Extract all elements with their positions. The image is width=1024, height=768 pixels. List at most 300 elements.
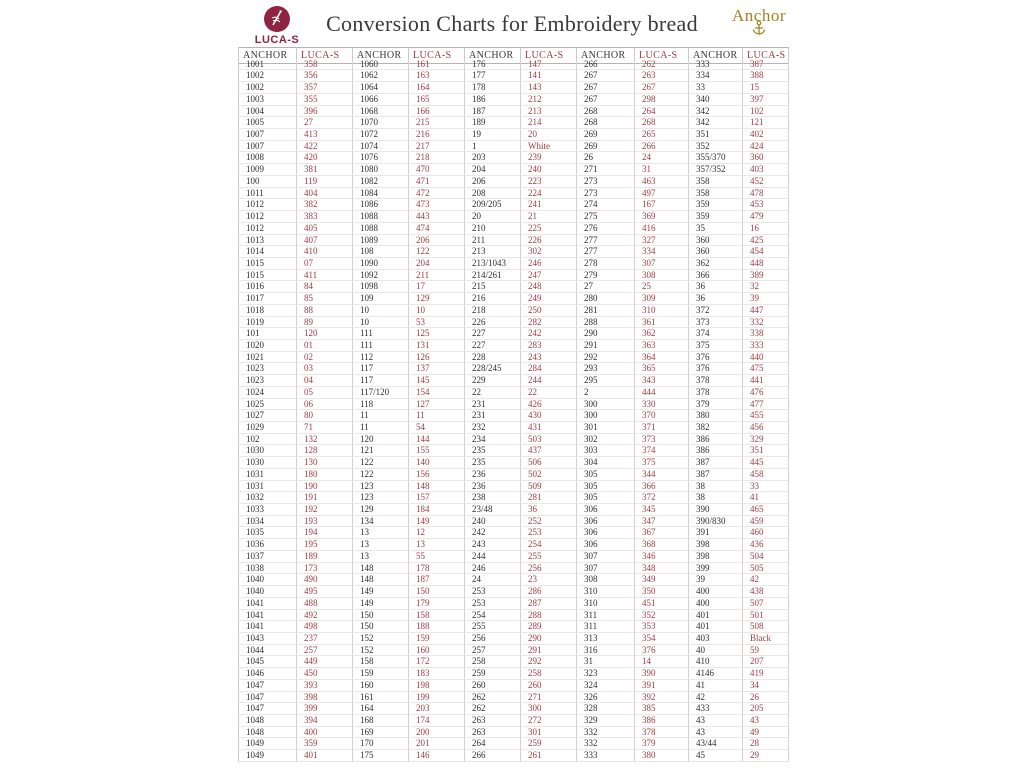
anchor-cell: 234	[465, 434, 521, 446]
lucas-cell: 506	[521, 457, 577, 469]
lucas-cell: 309	[635, 293, 689, 305]
anchor-cell: 263	[465, 715, 521, 727]
lucas-cell: 183	[409, 668, 465, 680]
anchor-cell: 227	[465, 340, 521, 352]
anchor-cell: 1070	[353, 117, 409, 129]
lucas-cell: 157	[409, 492, 465, 504]
anchor-cell: 209/205	[465, 199, 521, 211]
lucas-cell: 430	[521, 410, 577, 422]
anchor-cell: 352	[689, 141, 743, 153]
lucas-cell: 17	[409, 281, 465, 293]
lucas-cell: 173	[297, 563, 353, 575]
lucas-cell: 404	[297, 188, 353, 200]
lucas-cell: 383	[297, 211, 353, 223]
anchor-cell: 400	[689, 586, 743, 598]
lucas-cell: 392	[635, 692, 689, 704]
anchor-cell: 186	[465, 94, 521, 106]
anchor-cell: 176	[465, 59, 521, 71]
anchor-cell: 1015	[239, 270, 297, 282]
anchor-cell: 387	[689, 469, 743, 481]
anchor-cell: 1035	[239, 527, 297, 539]
anchor-cell: 276	[577, 223, 635, 235]
anchor-cell: 376	[689, 352, 743, 364]
lucas-cell: 330	[635, 399, 689, 411]
lucas-cell: 144	[409, 434, 465, 446]
lucas-cell: 390	[635, 668, 689, 680]
lucas-cell: 43	[743, 715, 789, 727]
lucas-cell: 282	[521, 317, 577, 329]
lucas-cell: 370	[635, 410, 689, 422]
anchor-cell: 1030	[239, 457, 297, 469]
anchor-cell: 38	[689, 492, 743, 504]
anchor-cell: 1080	[353, 164, 409, 176]
anchor-cell: 123	[353, 481, 409, 493]
anchor-cell: 359	[689, 199, 743, 211]
anchor-cell: 1041	[239, 610, 297, 622]
lucas-cell: 351	[743, 445, 789, 457]
anchor-cell: 159	[353, 668, 409, 680]
anchor-cell: 332	[577, 727, 635, 739]
lucas-cell: 307	[635, 258, 689, 270]
lucas-cell: 394	[297, 715, 353, 727]
anchor-cell: 357/352	[689, 164, 743, 176]
lucas-cell: 420	[297, 152, 353, 164]
anchor-cell: 390/830	[689, 516, 743, 528]
anchor-cell: 1092	[353, 270, 409, 282]
lucas-cell: 148	[409, 481, 465, 493]
lucas-cell: 158	[409, 610, 465, 622]
lucas-cell: 249	[521, 293, 577, 305]
anchor-cell: 150	[353, 610, 409, 622]
lucas-cell: 26	[743, 692, 789, 704]
anchor-cell: 149	[353, 586, 409, 598]
anchor-cell: 242	[465, 527, 521, 539]
lucas-cell: 478	[743, 188, 789, 200]
lucas-cell: 353	[635, 621, 689, 633]
anchor-cell: 1023	[239, 363, 297, 375]
lucas-cell: 458	[743, 469, 789, 481]
anchor-cell: 1007	[239, 141, 297, 153]
lucas-cell: 344	[635, 469, 689, 481]
lucas-cell: 200	[409, 727, 465, 739]
lucas-cell: 02	[297, 352, 353, 364]
lucas-cell: 28	[743, 738, 789, 750]
anchor-cell: 301	[577, 422, 635, 434]
anchor-cell: 177	[465, 70, 521, 82]
anchor-cell: 260	[465, 680, 521, 692]
lucas-cell: White	[521, 141, 577, 153]
lucas-cell: 367	[635, 527, 689, 539]
lucas-cell: 355	[297, 94, 353, 106]
anchor-cell: 280	[577, 293, 635, 305]
anchor-cell: 355/370	[689, 152, 743, 164]
lucas-cell: 149	[409, 516, 465, 528]
anchor-cell: 372	[689, 305, 743, 317]
anchor-cell: 253	[465, 586, 521, 598]
lucas-cell: 262	[635, 59, 689, 71]
lucas-cell: 379	[635, 738, 689, 750]
anchor-cell: 1025	[239, 399, 297, 411]
lucas-cell: 192	[297, 504, 353, 516]
anchor-cell: 213	[465, 246, 521, 258]
anchor-cell: 19	[465, 129, 521, 141]
anchor-cell: 118	[353, 399, 409, 411]
lucas-cell: 55	[409, 551, 465, 563]
anchor-cell: 1030	[239, 445, 297, 457]
lucas-cell: 195	[297, 539, 353, 551]
lucas-cell: 10	[409, 305, 465, 317]
lucas-cell: 368	[635, 539, 689, 551]
anchor-cell: 311	[577, 621, 635, 633]
anchor-cell: 351	[689, 129, 743, 141]
lucas-cell: 23	[521, 574, 577, 586]
anchor-cell: 376	[689, 363, 743, 375]
anchor-cell: 1020	[239, 340, 297, 352]
lucas-cell: 288	[521, 610, 577, 622]
anchor-cell: 324	[577, 680, 635, 692]
lucas-cell: 338	[743, 328, 789, 340]
lucas-cell: 471	[409, 176, 465, 188]
anchor-cell: 378	[689, 375, 743, 387]
anchor-cell: 398	[689, 551, 743, 563]
anchor-cell: 134	[353, 516, 409, 528]
lucas-cell: 438	[743, 586, 789, 598]
lucas-cell: 252	[521, 516, 577, 528]
anchor-cell: 263	[465, 727, 521, 739]
anchor-cell: 228	[465, 352, 521, 364]
anchor-cell: 35	[689, 223, 743, 235]
lucas-cell: 178	[409, 563, 465, 575]
lucas-cell: 161	[409, 59, 465, 71]
anchor-cell: 342	[689, 106, 743, 118]
lucas-cell: 403	[743, 164, 789, 176]
anchor-cell: 211	[465, 235, 521, 247]
lucas-cell: 16	[743, 223, 789, 235]
lucas-cell: 120	[297, 328, 353, 340]
lucas-cell: 102	[743, 106, 789, 118]
lucas-cell: 463	[635, 176, 689, 188]
lucas-cell: 470	[409, 164, 465, 176]
anchor-cell: 43	[689, 727, 743, 739]
lucas-cell: 226	[521, 235, 577, 247]
lucas-cell: 473	[409, 199, 465, 211]
lucas-cell: 217	[409, 141, 465, 153]
anchor-cell: 311	[577, 610, 635, 622]
lucas-cell: 32	[743, 281, 789, 293]
lucas-cell: 224	[521, 188, 577, 200]
anchor-cell: 399	[689, 563, 743, 575]
anchor-cell: 4146	[689, 668, 743, 680]
lucas-cell: 12	[409, 527, 465, 539]
lucas-cell: 287	[521, 598, 577, 610]
anchor-cell: 1098	[353, 281, 409, 293]
anchor-cell: 40	[689, 645, 743, 657]
luca-s-logo-text: LUCA-S	[254, 34, 300, 46]
anchor-cell: 1068	[353, 106, 409, 118]
lucas-cell: 356	[297, 70, 353, 82]
lucas-cell: 137	[409, 363, 465, 375]
lucas-cell: 127	[409, 399, 465, 411]
anchor-cell: 45	[689, 750, 743, 762]
lucas-cell: 29	[743, 750, 789, 762]
lucas-cell: 180	[297, 469, 353, 481]
lucas-cell: 386	[635, 715, 689, 727]
anchor-cell: 362	[689, 258, 743, 270]
lucas-cell: 15	[743, 82, 789, 94]
column-header-anchor: ANCHOR	[465, 47, 521, 64]
lucas-cell: 441	[743, 375, 789, 387]
lucas-cell: 419	[743, 668, 789, 680]
anchor-cell: 1036	[239, 539, 297, 551]
anchor-cell: 1019	[239, 317, 297, 329]
lucas-cell: 260	[521, 680, 577, 692]
lucas-cell: 413	[297, 129, 353, 141]
anchor-cell: 401	[689, 610, 743, 622]
anchor-cell: 254	[465, 610, 521, 622]
anchor-cell: 238	[465, 492, 521, 504]
lucas-cell: 504	[743, 551, 789, 563]
lucas-cell: 411	[297, 270, 353, 282]
lucas-cell: 509	[521, 481, 577, 493]
anchor-cell: 100	[239, 176, 297, 188]
anchor-cell: 1090	[353, 258, 409, 270]
lucas-cell: 495	[297, 586, 353, 598]
anchor-logo-text: Anchor	[732, 6, 786, 25]
column-header-lucas: LUCA-S	[743, 47, 789, 64]
lucas-cell: 85	[297, 293, 353, 305]
lucas-cell: 422	[297, 141, 353, 153]
lucas-cell: 472	[409, 188, 465, 200]
lucas-cell: 244	[521, 375, 577, 387]
anchor-cell: 1048	[239, 715, 297, 727]
lucas-cell: 349	[635, 574, 689, 586]
lucas-cell: 191	[297, 492, 353, 504]
anchor-cell: 1044	[239, 645, 297, 657]
anchor-cell: 210	[465, 223, 521, 235]
lucas-cell: 400	[297, 727, 353, 739]
anchor-cell: 148	[353, 563, 409, 575]
lucas-cell: 240	[521, 164, 577, 176]
anchor-cell: 291	[577, 340, 635, 352]
lucas-cell: 160	[409, 645, 465, 657]
lucas-cell: 24	[635, 152, 689, 164]
anchor-cell: 1086	[353, 199, 409, 211]
column-header-lucas: LUCA-S	[409, 47, 465, 64]
lucas-cell: 456	[743, 422, 789, 434]
lucas-cell: 397	[743, 94, 789, 106]
lucas-cell: 27	[297, 117, 353, 129]
anchor-cell: 149	[353, 598, 409, 610]
lucas-cell: 301	[521, 727, 577, 739]
anchor-cell: 1041	[239, 598, 297, 610]
lucas-cell: 223	[521, 176, 577, 188]
anchor-cell: 232	[465, 422, 521, 434]
anchor-cell: 1001	[239, 59, 297, 71]
lucas-cell: 388	[743, 70, 789, 82]
anchor-cell: 1034	[239, 516, 297, 528]
anchor-cell: 152	[353, 645, 409, 657]
anchor-cell: 189	[465, 117, 521, 129]
lucas-cell: 265	[635, 129, 689, 141]
lucas-cell: 89	[297, 317, 353, 329]
lucas-cell: 121	[743, 117, 789, 129]
lucas-cell: 59	[743, 645, 789, 657]
anchor-cell: 11	[353, 422, 409, 434]
anchor-cell: 255	[465, 621, 521, 633]
anchor-cell: 1031	[239, 481, 297, 493]
anchor-cell: 262	[465, 703, 521, 715]
anchor-cell: 218	[465, 305, 521, 317]
lucas-cell: 174	[409, 715, 465, 727]
lucas-cell: 188	[409, 621, 465, 633]
anchor-cell: 158	[353, 656, 409, 668]
lucas-cell: 298	[635, 94, 689, 106]
anchor-cell: 360	[689, 246, 743, 258]
anchor-cell: 310	[577, 586, 635, 598]
anchor-cell: 229	[465, 375, 521, 387]
anchor-cell: 1048	[239, 727, 297, 739]
lucas-cell: 445	[743, 457, 789, 469]
anchor-cell: 208	[465, 188, 521, 200]
anchor-cell: 39	[689, 574, 743, 586]
lucas-cell: 129	[409, 293, 465, 305]
anchor-cell: 1016	[239, 281, 297, 293]
anchor-cell: 267	[577, 70, 635, 82]
lucas-cell: 502	[521, 469, 577, 481]
anchor-cell: 214/261	[465, 270, 521, 282]
anchor-cell: 1064	[353, 82, 409, 94]
anchor-cell: 13	[353, 551, 409, 563]
anchor-cell: 1082	[353, 176, 409, 188]
lucas-cell: 241	[521, 199, 577, 211]
lucas-cell: 424	[743, 141, 789, 153]
anchor-cell: 41	[689, 680, 743, 692]
anchor-cell: 271	[577, 164, 635, 176]
lucas-cell: 374	[635, 445, 689, 457]
lucas-cell: 447	[743, 305, 789, 317]
anchor-cell: 306	[577, 504, 635, 516]
lucas-cell: 184	[409, 504, 465, 516]
anchor-cell: 302	[577, 434, 635, 446]
anchor-cell: 258	[465, 656, 521, 668]
lucas-cell: 334	[635, 246, 689, 258]
anchor-cell: 269	[577, 141, 635, 153]
anchor-cell: 328	[577, 703, 635, 715]
lucas-cell: 225	[521, 223, 577, 235]
anchor-cell: 359	[689, 211, 743, 223]
lucas-cell: 150	[409, 586, 465, 598]
anchor-cell: 120	[353, 434, 409, 446]
anchor-cell: 1018	[239, 305, 297, 317]
lucas-cell: 204	[409, 258, 465, 270]
lucas-cell: 201	[409, 738, 465, 750]
lucas-cell: 425	[743, 235, 789, 247]
anchor-cell: 273	[577, 176, 635, 188]
lucas-cell: 213	[521, 106, 577, 118]
anchor-cell: 161	[353, 692, 409, 704]
anchor-cell: 1	[465, 141, 521, 153]
lucas-cell: 352	[635, 610, 689, 622]
lucas-cell: 203	[409, 703, 465, 715]
anchor-cell: 290	[577, 328, 635, 340]
lucas-cell: 88	[297, 305, 353, 317]
lucas-cell: 254	[521, 539, 577, 551]
lucas-cell: 362	[635, 328, 689, 340]
lucas-cell: 391	[635, 680, 689, 692]
lucas-cell: 310	[635, 305, 689, 317]
lucas-cell: 163	[409, 70, 465, 82]
lucas-cell: 247	[521, 270, 577, 282]
lucas-cell: 271	[521, 692, 577, 704]
anchor-cell: 1074	[353, 141, 409, 153]
anchor-cell: 10	[353, 305, 409, 317]
lucas-cell: 05	[297, 387, 353, 399]
lucas-cell: 501	[743, 610, 789, 622]
anchor-cell: 378	[689, 387, 743, 399]
lucas-cell: 507	[743, 598, 789, 610]
anchor-cell: 374	[689, 328, 743, 340]
lucas-cell: 376	[635, 645, 689, 657]
anchor-cell: 23/48	[465, 504, 521, 516]
anchor-cell: 1024	[239, 387, 297, 399]
anchor-cell: 243	[465, 539, 521, 551]
anchor-cell: 305	[577, 481, 635, 493]
anchor-cell: 36	[689, 281, 743, 293]
lucas-cell: 266	[635, 141, 689, 153]
anchor-cell: 366	[689, 270, 743, 282]
anchor-cell: 400	[689, 598, 743, 610]
lucas-cell: 399	[297, 703, 353, 715]
lucas-cell: 261	[521, 750, 577, 762]
anchor-cell: 306	[577, 539, 635, 551]
lucas-cell: 440	[743, 352, 789, 364]
lucas-cell: 53	[409, 317, 465, 329]
lucas-cell: 125	[409, 328, 465, 340]
anchor-cell: 175	[353, 750, 409, 762]
anchor-cell: 236	[465, 469, 521, 481]
lucas-cell: 22	[521, 387, 577, 399]
lucas-cell: 508	[743, 621, 789, 633]
lucas-cell: 212	[521, 94, 577, 106]
lucas-cell: 416	[635, 223, 689, 235]
anchor-cell: 109	[353, 293, 409, 305]
anchor-cell: 1021	[239, 352, 297, 364]
anchor-cell: 27	[577, 281, 635, 293]
anchor-cell: 1012	[239, 199, 297, 211]
lucas-cell: 165	[409, 94, 465, 106]
anchor-cell: 1062	[353, 70, 409, 82]
lucas-cell: 141	[521, 70, 577, 82]
lucas-cell: 449	[297, 656, 353, 668]
anchor-cell: 203	[465, 152, 521, 164]
anchor-cell: 1088	[353, 223, 409, 235]
lucas-cell: 187	[409, 574, 465, 586]
lucas-cell: 405	[297, 223, 353, 235]
anchor-cell: 403	[689, 633, 743, 645]
anchor-cell: 43/44	[689, 738, 743, 750]
anchor-cell: 262	[465, 692, 521, 704]
lucas-cell: 04	[297, 375, 353, 387]
lucas-cell: 130	[297, 457, 353, 469]
lucas-cell: 497	[635, 188, 689, 200]
anchor-cell: 170	[353, 738, 409, 750]
lucas-cell: 179	[409, 598, 465, 610]
lucas-cell: 21	[521, 211, 577, 223]
anchor-cell: 169	[353, 727, 409, 739]
lucas-cell: 206	[409, 235, 465, 247]
lucas-cell: 393	[297, 680, 353, 692]
lucas-cell: 255	[521, 551, 577, 563]
